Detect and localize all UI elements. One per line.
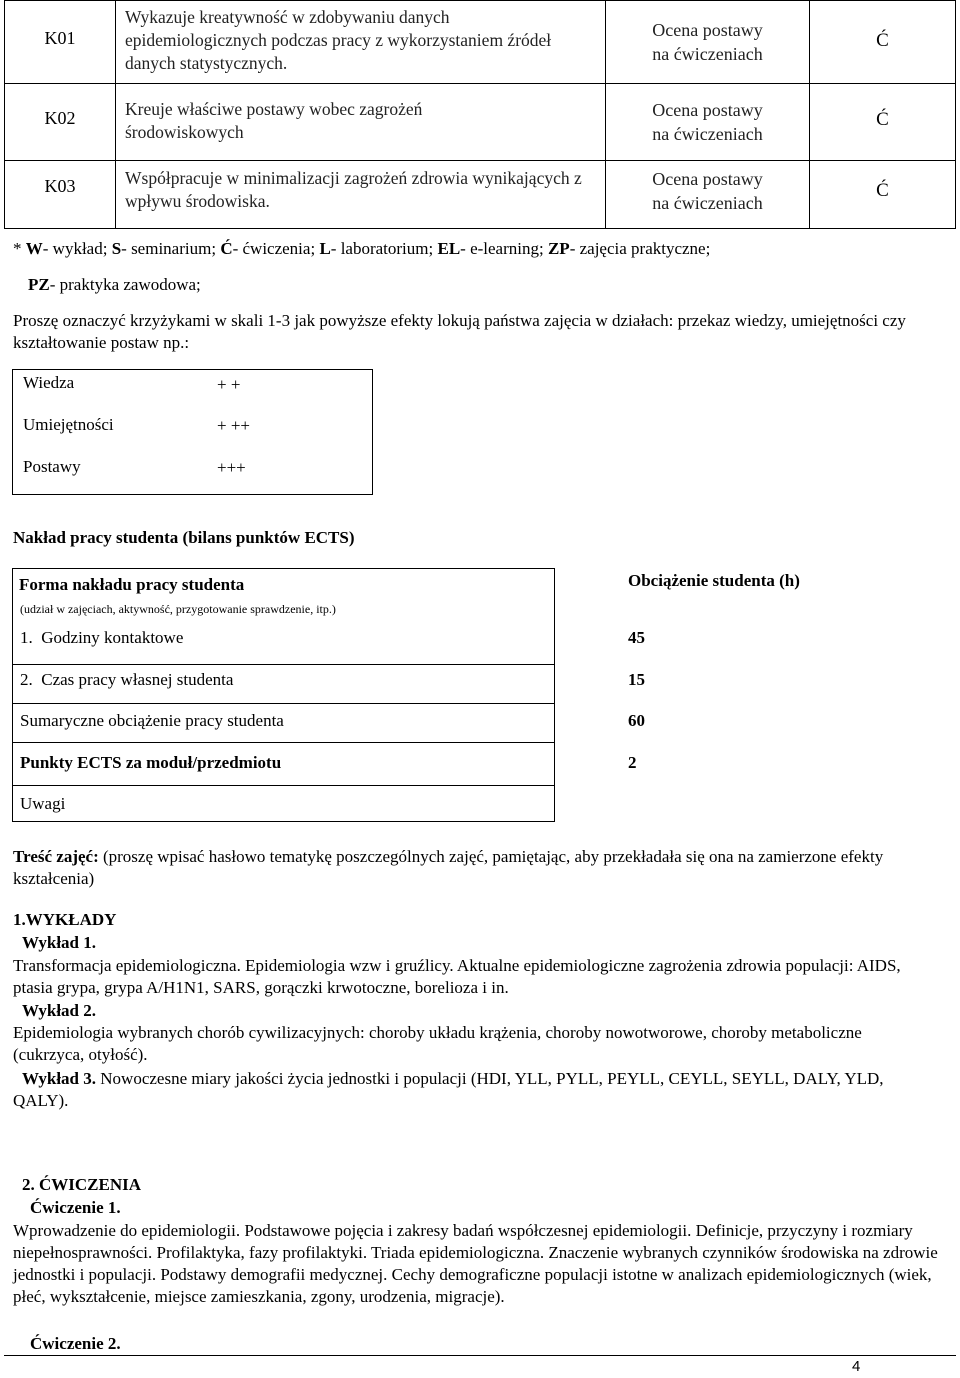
effect-description: Współpracuje w minimalizacji zagrożeń zdrowia wynikających z wpływu środowiska. bbox=[125, 168, 582, 211]
effect-method bbox=[606, 167, 809, 215]
legend-abbr: L bbox=[319, 239, 331, 258]
section-title: 2. ĆWICZENIA bbox=[22, 1175, 142, 1194]
workload-row-label: Uwagi bbox=[20, 794, 66, 813]
effect-method-line2: na ćwiczeniach bbox=[652, 124, 763, 144]
effect-method-line1: Ocena postawy bbox=[652, 100, 763, 120]
load-header: Obciążenie studenta (h) bbox=[628, 571, 800, 590]
effect-code: K01 bbox=[44, 28, 76, 48]
form-legend-pz bbox=[28, 274, 928, 296]
legend-text: - praktyka zawodowa; bbox=[49, 275, 201, 294]
legend-abbr: S bbox=[111, 239, 122, 258]
lecture-text: Epidemiologia wybranych chorób cywilizacyjnych: choroby układu krążenia, choroby nowotworowe, choroby metaboliczne (cukrzyca, otyłość). bbox=[13, 1023, 862, 1064]
legend-text: - seminarium; bbox=[121, 239, 221, 258]
workload-heading: Nakład pracy studenta (bilans punktów ECTS) bbox=[13, 528, 355, 547]
lecture-text: Nowoczesne miary jakości życia jednostki i populacji (HDI, YLL, PYLL, PEYLL, CEYLL, SEYLL, DALY, YLD, QALY). bbox=[13, 1069, 884, 1110]
effect-method-line2: na ćwiczeniach bbox=[652, 44, 763, 64]
scale-label: Wiedza bbox=[23, 373, 75, 392]
section-title: 1.WYKŁADY bbox=[13, 910, 117, 929]
effect-form: Ć bbox=[876, 30, 889, 51]
effect-form: Ć bbox=[876, 180, 889, 201]
effect-method bbox=[606, 18, 809, 66]
effect-code: K03 bbox=[44, 176, 76, 196]
content-label: Treść zajęć: bbox=[13, 847, 99, 866]
lecture-text: Transformacja epidemiologiczna. Epidemiologia wzw i gruźlicy. Aktualne epidemiologiczne zagrożenia zdrowia populacji: AIDS, ptasia grypa, grypa A/H1N1, SARS, gorączki krwotoczne, borelioza i in. bbox=[13, 956, 901, 997]
legend-abbr: Ć bbox=[220, 239, 233, 258]
workload-row-value: 15 bbox=[628, 670, 645, 689]
lecture-title: Wykład 2. bbox=[22, 1001, 97, 1020]
instruction-text: Proszę oznaczyć krzyżykami w skali 1-3 jak powyższe efekty lokują państwa zajęcia w działach: przekaz wiedzy, umiejętności czy kształtowanie postaw np.: bbox=[13, 311, 906, 352]
workload-row-label: Punkty ECTS za moduł/przedmiotu bbox=[20, 753, 282, 772]
lecture-title: Wykład 1. bbox=[22, 933, 97, 952]
workload-row-label: Sumaryczne obciążenie pracy studenta bbox=[20, 711, 284, 730]
lecture-3 bbox=[13, 1068, 923, 1112]
exercise-text: Wprowadzenie do epidemiologii. Podstawowe pojęcia i zakresy badań współczesnej epidemiologii. Definicje, przyczyny i rozmiary niepełnosprawności. Profilaktyka, fazy profilaktyki. Triada epidemiologiczna. Znaczenie wybranych czynników środowiska na zdrowie jednostki i populacji. Podstawy demografii medycznej. Cechy demograficzne populacji istotne w analizach epidemiologicznych (wiek, płeć, wykształcenie, miejsce zamieszkania, zgony, urodzenia, migracje). bbox=[13, 1221, 938, 1306]
lecture-title: Wykład 3. bbox=[22, 1069, 97, 1088]
form-header: Forma nakładu pracy studenta bbox=[19, 575, 245, 594]
effect-method bbox=[606, 98, 809, 146]
legend-text: - zajęcia praktyczne; bbox=[569, 239, 711, 258]
workload-row-value: 45 bbox=[628, 628, 645, 647]
effect-method-line2: na ćwiczeniach bbox=[652, 193, 763, 213]
workload-row-value: 2 bbox=[628, 753, 637, 772]
legend-abbr: PZ bbox=[28, 275, 50, 294]
content-note: (proszę wpisać hasłowo tematykę poszczególnych zajęć, pamiętając, aby przekładała się ona na zamierzone efekty kształcenia) bbox=[13, 847, 884, 888]
effect-description: Wykazuje kreatywność w zdobywaniu danych epidemiologicznych podczas pracy z wykorzystaniem źródeł danych statystycznych. bbox=[125, 7, 552, 73]
legend-text: - wykład; bbox=[42, 239, 112, 258]
legend-text: - e-learning; bbox=[460, 239, 548, 258]
scale-value: + + bbox=[217, 375, 241, 394]
effect-code: K02 bbox=[44, 108, 76, 128]
legend-text: - ćwiczenia; bbox=[232, 239, 320, 258]
legend-abbr: EL bbox=[437, 239, 461, 258]
exercise-title: Ćwiczenie 2. bbox=[30, 1334, 121, 1353]
legend-abbr: W bbox=[25, 239, 43, 258]
effect-method-line1: Ocena postawy bbox=[652, 20, 763, 40]
footer-rule bbox=[4, 1355, 956, 1356]
legend-star: * bbox=[13, 239, 26, 258]
page-number: 4 bbox=[852, 1358, 861, 1375]
content-intro bbox=[13, 846, 933, 890]
workload-row-label: 2. Czas pracy własnej studenta bbox=[20, 670, 234, 689]
effect-method-line1: Ocena postawy bbox=[652, 169, 763, 189]
workload-row-value: 60 bbox=[628, 711, 645, 730]
workload-row-label: 1. Godziny kontaktowe bbox=[20, 628, 184, 647]
scale-label: Umiejętności bbox=[23, 415, 114, 434]
effect-description: Kreuje właściwe postawy wobec zagrożeń środowiskowych bbox=[125, 99, 423, 142]
form-legend bbox=[13, 238, 953, 260]
scale-value: + ++ bbox=[217, 416, 251, 435]
legend-text: - laboratorium; bbox=[330, 239, 438, 258]
exercise-title: Ćwiczenie 1. bbox=[30, 1198, 121, 1217]
form-subheader: (udział w zajęciach, aktywność, przygotowanie sprawdzenie, itp.) bbox=[20, 602, 336, 616]
scale-label: Postawy bbox=[23, 457, 81, 476]
legend-abbr: ZP bbox=[547, 239, 570, 258]
effect-form: Ć bbox=[876, 109, 889, 130]
scale-value: +++ bbox=[217, 458, 246, 477]
